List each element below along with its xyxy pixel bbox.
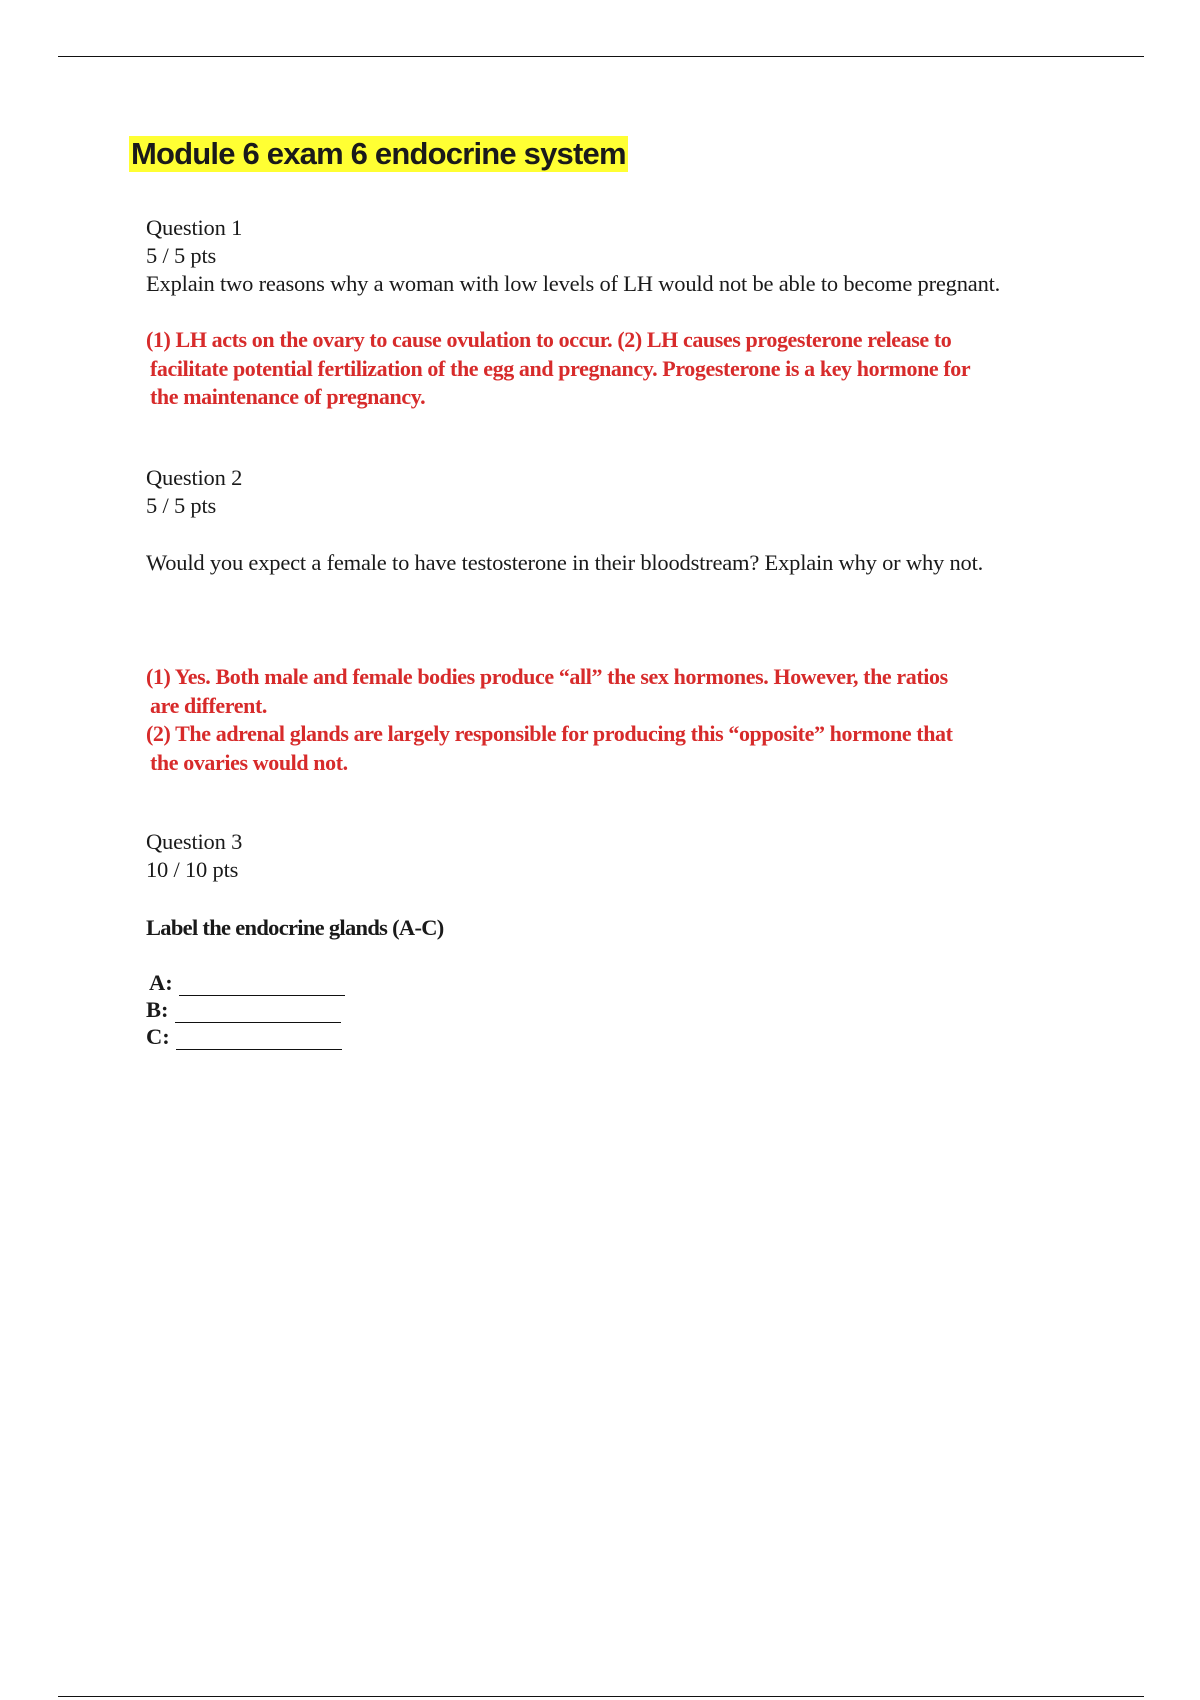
blank-line-a[interactable] xyxy=(179,976,345,996)
question-1 xyxy=(146,214,1106,298)
question-2-heading: Question 2 xyxy=(146,465,243,490)
blank-line-b[interactable] xyxy=(175,1003,341,1023)
question-1-answer xyxy=(146,326,1096,412)
document-title: Module 6 exam 6 endocrine system xyxy=(131,136,626,171)
question-2-answer-line: are different. xyxy=(150,692,267,718)
blank-row-b xyxy=(146,996,341,1023)
question-1-points: 5 / 5 pts xyxy=(146,243,217,268)
question-1-answer-line: facilitate potential fertilization of the egg and pregnancy. Progesterone is a key hormone for xyxy=(150,355,971,381)
header-rule xyxy=(58,56,1144,57)
question-2-answer xyxy=(146,663,1096,777)
question-2 xyxy=(146,464,1106,520)
question-2-answer-line: (1) Yes. Both male and female bodies produce “all” the sex hormones. However, the ratios xyxy=(146,664,948,689)
blank-row-c xyxy=(146,1023,342,1050)
question-2-answer-line: (2) The adrenal glands are largely responsible for producing this “opposite” hormone that xyxy=(146,721,953,746)
question-1-answer-line: (1) LH acts on the ovary to cause ovulation to occur. (2) LH causes progesterone release to xyxy=(146,327,952,352)
footer-rule xyxy=(58,1696,1144,1697)
question-2-points: 5 / 5 pts xyxy=(146,493,217,518)
question-2-answer-line: the ovaries would not. xyxy=(150,749,348,775)
question-1-answer-line: the maintenance of pregnancy. xyxy=(150,384,426,409)
question-3-points: 10 / 10 pts xyxy=(146,857,239,882)
question-1-heading: Question 1 xyxy=(146,215,243,240)
question-2-prompt-block xyxy=(146,549,1106,577)
blank-label-b: B: xyxy=(146,997,169,1022)
question-3-prompt: Label the endocrine glands (A-C) xyxy=(146,915,444,940)
question-3-heading: Question 3 xyxy=(146,829,243,854)
blank-label-a: A: xyxy=(149,970,173,995)
blank-row-a xyxy=(149,969,345,996)
question-3 xyxy=(146,828,1106,884)
blank-line-c[interactable] xyxy=(176,1030,342,1050)
question-2-prompt: Would you expect a female to have testosterone in their bloodstream? Explain why or why not. xyxy=(146,550,984,575)
question-1-prompt: Explain two reasons why a woman with low levels of LH would not be able to become pregnant. xyxy=(146,271,1001,296)
blank-label-c: C: xyxy=(146,1024,170,1049)
